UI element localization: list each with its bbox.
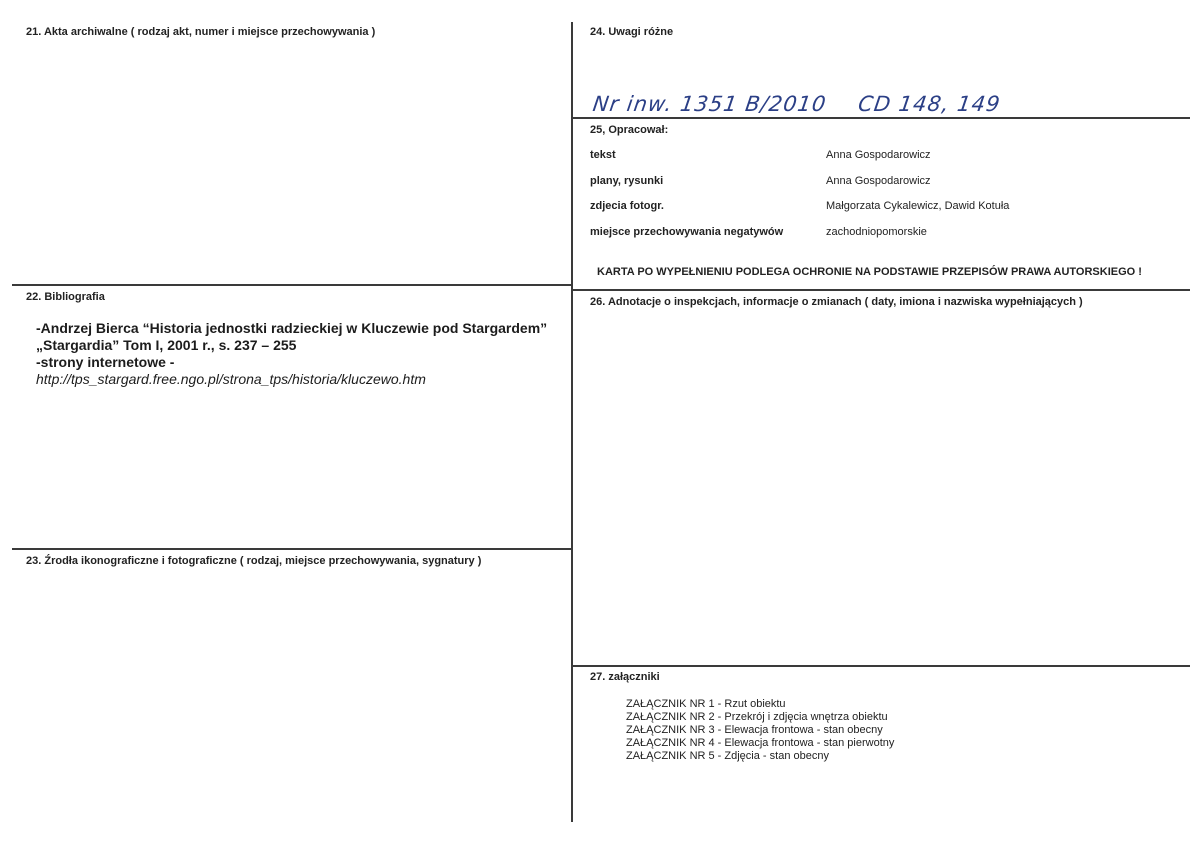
- bibliography-line-2: „Stargardia” Tom I, 2001 r., s. 237 – 255: [36, 337, 297, 353]
- section-25-title: 25, Opracował:: [590, 124, 669, 136]
- divider-left-upper: [12, 284, 572, 286]
- bibliography-text: [36, 320, 547, 388]
- section-24-title: 24. Uwagi różne: [590, 26, 674, 38]
- section-23-title: 23. Źrodła ikonograficzne i fotograficzne ( rodzaj, miejsce przechowywania, sygnatury ): [26, 555, 482, 567]
- attachment-item: ZAŁĄCZNIK NR 5 - Zdjęcia - stan obecny: [626, 750, 829, 762]
- attachments-list: [626, 698, 894, 763]
- prepared-value-plans: Anna Gospodarowicz: [826, 175, 931, 187]
- center-divider: [571, 22, 573, 822]
- handwritten-inventory-number: Nr inw. 1351 B/2010: [591, 92, 829, 116]
- prepared-key-plans: plany, rysunki: [590, 175, 664, 187]
- handwritten-remark: [591, 92, 1002, 116]
- prepared-value-text: Anna Gospodarowicz: [826, 149, 931, 161]
- section-27-title: 27. załączniki: [590, 671, 660, 683]
- section-22-title: 22. Bibliografia: [26, 291, 105, 303]
- bibliography-line-3: -strony internetowe -: [36, 354, 175, 370]
- attachment-item: ZAŁĄCZNIK NR 1 - Rzut obiektu: [626, 698, 786, 710]
- prepared-value-negatives: zachodniopomorskie: [826, 226, 927, 238]
- copyright-notice: KARTA PO WYPEŁNIENIU PODLEGA OCHRONIE NA PODSTAWIE PRZEPISÓW PRAWA AUTORSKIEGO !: [597, 266, 1142, 278]
- divider-left-lower: [12, 548, 572, 550]
- divider-right-annotations: [572, 665, 1190, 667]
- bibliography-url: http://tps_stargard.free.ngo.pl/strona_tps/historia/kluczewo.htm: [36, 371, 426, 387]
- divider-right-remarks: [572, 117, 1190, 119]
- attachment-item: ZAŁĄCZNIK NR 3 - Elewacja frontowa - stan obecny: [626, 724, 883, 736]
- attachment-item: ZAŁĄCZNIK NR 2 - Przekrój i zdjęcia wnętrza obiektu: [626, 711, 888, 723]
- prepared-key-photos: zdjecia fotogr.: [590, 200, 664, 212]
- section-26-title: 26. Adnotacje o inspekcjach, informacje o zmianach ( daty, imiona i nazwiska wypełniających ): [590, 296, 1083, 308]
- divider-right-prepared: [572, 289, 1190, 291]
- prepared-key-text: tekst: [590, 149, 616, 161]
- prepared-key-negatives: miejsce przechowywania negatywów: [590, 226, 784, 238]
- handwritten-cd-number: CD 148, 149: [856, 92, 1003, 116]
- section-21-title: 21. Akta archiwalne ( rodzaj akt, numer i miejsce przechowywania ): [26, 26, 376, 38]
- prepared-value-photos: Małgorzata Cykalewicz, Dawid Kotuła: [826, 200, 1010, 212]
- attachment-item: ZAŁĄCZNIK NR 4 - Elewacja frontowa - stan pierwotny: [626, 737, 895, 749]
- bibliography-line-1: -Andrzej Bierca “Historia jednostki radzieckiej w Kluczewie pod Stargardem”: [36, 320, 548, 336]
